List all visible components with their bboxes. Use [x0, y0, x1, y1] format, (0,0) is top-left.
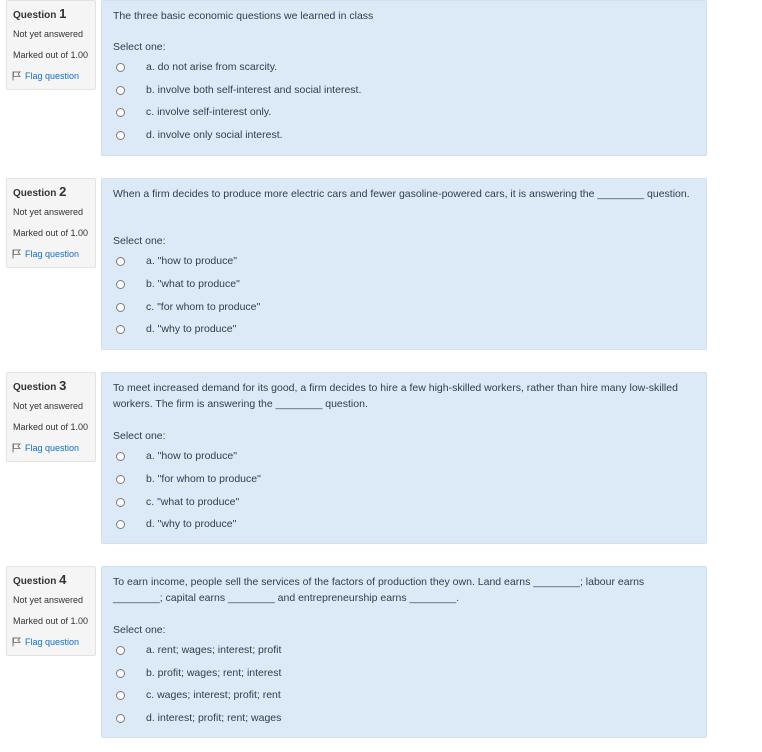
answer-option[interactable]: b. "for whom to produce" — [116, 471, 261, 487]
question-info — [6, 0, 96, 90]
radio-button[interactable] — [116, 63, 125, 72]
question-grade: Marked out of 1.00 — [13, 228, 89, 238]
question-text: To meet increased demand for its good, a firm decides to hire a few high-skilled workers, rather than hire many low-skilled workers. The firm is answering the ________ question. — [113, 382, 678, 410]
question-content — [101, 178, 707, 350]
answer-option[interactable]: a. "how to produce" — [116, 253, 237, 269]
question-text: The three basic economic questions we learned in class — [113, 10, 374, 22]
question-text: When a firm decides to produce more electric cars and fewer gasoline-powered cars, it is answering the ________ question. — [113, 188, 690, 200]
radio-button[interactable] — [116, 669, 125, 678]
answer-option[interactable]: a. rent; wages; interest; profit — [116, 642, 281, 658]
question-text: To earn income, people sell the services of the factors of production they own. Land earns ________; labour earns ________; capital earns ________ and entrepreneurship earns ________. — [113, 576, 645, 604]
flag-icon — [12, 637, 21, 647]
question-number: Question 2 — [13, 184, 67, 199]
answer-option[interactable]: b. involve both self-interest and social interest. — [116, 82, 361, 98]
question-grade: Marked out of 1.00 — [13, 422, 89, 432]
answer-option[interactable]: b. profit; wages; rent; interest — [116, 665, 281, 681]
flag-question-link[interactable]: Flag question — [12, 637, 79, 647]
select-prompt: Select one: — [113, 430, 166, 442]
question-content — [101, 372, 707, 544]
question-state: Not yet answered — [13, 207, 84, 217]
radio-button[interactable] — [116, 646, 125, 655]
flag-question-link[interactable]: Flag question — [12, 443, 79, 453]
radio-button[interactable] — [116, 131, 125, 140]
radio-button[interactable] — [116, 714, 125, 723]
select-prompt: Select one: — [113, 41, 166, 53]
answer-option[interactable]: d. involve only social interest. — [116, 127, 283, 143]
question-number: Question 4 — [13, 572, 67, 587]
question-grade: Marked out of 1.00 — [13, 616, 89, 626]
select-prompt: Select one: — [113, 235, 166, 247]
question-info — [6, 372, 96, 462]
question-number: Question 3 — [13, 378, 67, 393]
answer-option[interactable]: c. wages; interest; profit; rent — [116, 687, 281, 703]
answer-option[interactable]: a. "how to produce" — [116, 448, 237, 464]
answer-option[interactable]: c. involve self-interest only. — [116, 104, 271, 120]
answer-option[interactable]: a. do not arise from scarcity. — [116, 59, 277, 75]
answer-option[interactable]: c. "for whom to produce" — [116, 299, 260, 315]
radio-button[interactable] — [116, 475, 125, 484]
answer-option[interactable]: b. "what to produce" — [116, 276, 240, 292]
answer-option[interactable]: d. "why to produce" — [116, 516, 236, 532]
question-grade: Marked out of 1.00 — [13, 50, 89, 60]
radio-button[interactable] — [116, 325, 125, 334]
question-state: Not yet answered — [13, 401, 84, 411]
radio-button[interactable] — [116, 452, 125, 461]
question-info — [6, 566, 96, 656]
radio-button[interactable] — [116, 498, 125, 507]
radio-button[interactable] — [116, 108, 125, 117]
flag-icon — [12, 443, 21, 453]
question-number: Question 1 — [13, 6, 67, 21]
answer-option[interactable]: d. "why to produce" — [116, 321, 236, 337]
flag-icon — [12, 71, 21, 81]
radio-button[interactable] — [116, 257, 125, 266]
radio-button[interactable] — [116, 280, 125, 289]
flag-question-link[interactable]: Flag question — [12, 71, 79, 81]
radio-button[interactable] — [116, 303, 125, 312]
radio-button[interactable] — [116, 86, 125, 95]
question-content — [101, 566, 707, 738]
question-state: Not yet answered — [13, 595, 84, 605]
flag-icon — [12, 249, 21, 259]
answer-option[interactable]: d. interest; profit; rent; wages — [116, 710, 281, 726]
radio-button[interactable] — [116, 520, 125, 529]
answer-option[interactable]: c. "what to produce" — [116, 494, 239, 510]
select-prompt: Select one: — [113, 624, 166, 636]
flag-question-link[interactable]: Flag question — [12, 249, 79, 259]
radio-button[interactable] — [116, 691, 125, 700]
question-info — [6, 178, 96, 268]
question-content — [101, 0, 707, 156]
question-state: Not yet answered — [13, 29, 84, 39]
